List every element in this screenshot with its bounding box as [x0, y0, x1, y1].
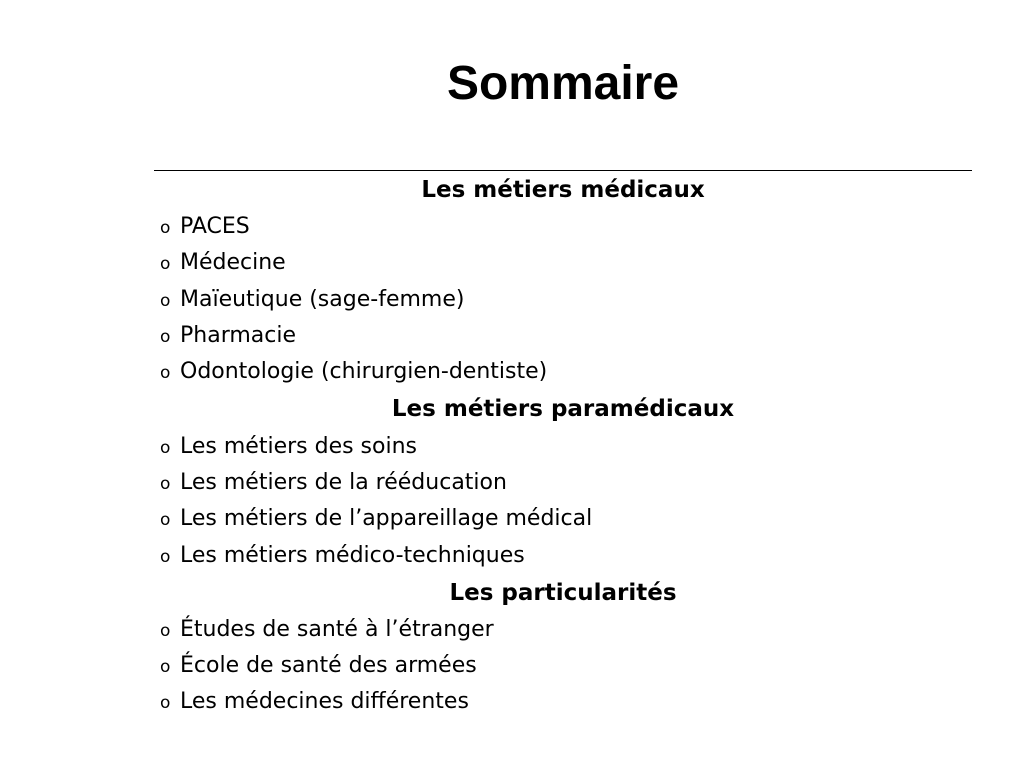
bullet-icon: o	[160, 290, 171, 311]
list-item-label: Les médecines différentes	[180, 689, 469, 715]
list-item	[160, 354, 966, 390]
bullet-icon: o	[160, 254, 171, 275]
section-heading: Les métiers médicaux	[421, 177, 705, 203]
bullet-icon: o	[160, 620, 171, 641]
bullet-icon: o	[160, 437, 171, 458]
section-paramedical	[160, 390, 966, 573]
list-item-label: PACES	[180, 214, 250, 240]
list-item	[160, 501, 966, 537]
section-medical	[160, 171, 966, 390]
list-item-label: Les métiers médico-techniques	[180, 542, 525, 568]
list-item-label: Odontologie (chirurgien-dentiste)	[180, 359, 548, 385]
section-heading: Les particularités	[449, 579, 677, 606]
list-item	[160, 537, 966, 573]
list-item-label: École de santé des armées	[180, 653, 477, 679]
bullet-icon: o	[160, 218, 171, 239]
list-item	[160, 318, 966, 354]
list-item-label: Études de santé à l’étranger	[180, 616, 494, 642]
list-item	[160, 648, 966, 684]
summary-content	[160, 171, 966, 721]
bullet-icon: o	[160, 657, 171, 678]
list-item-label: Médecine	[180, 250, 286, 276]
bullet-icon: o	[160, 693, 171, 714]
list-item-label: Maïeutique (sage-femme)	[180, 286, 465, 312]
list-item	[160, 684, 966, 720]
bullet-icon: o	[160, 510, 171, 531]
list-item-label: Pharmacie	[180, 323, 297, 349]
list-item-label: Les métiers de l’appareillage médical	[180, 506, 593, 532]
list-item	[160, 245, 966, 281]
list-item	[160, 612, 966, 648]
bullet-icon: o	[160, 473, 171, 494]
section-heading: Les métiers paramédicaux	[391, 396, 735, 423]
bullet-icon: o	[160, 327, 171, 348]
list-item	[160, 428, 966, 464]
list-item-label: Les métiers des soins	[180, 433, 417, 459]
list-item	[160, 209, 966, 245]
list-item-label: Les métiers de la rééducation	[180, 469, 507, 495]
section-particularities	[160, 574, 966, 721]
list-item	[160, 465, 966, 501]
slide-title: Sommaire	[446, 57, 680, 110]
bullet-icon: o	[160, 546, 171, 567]
list-item	[160, 282, 966, 318]
bullet-icon: o	[160, 363, 171, 384]
